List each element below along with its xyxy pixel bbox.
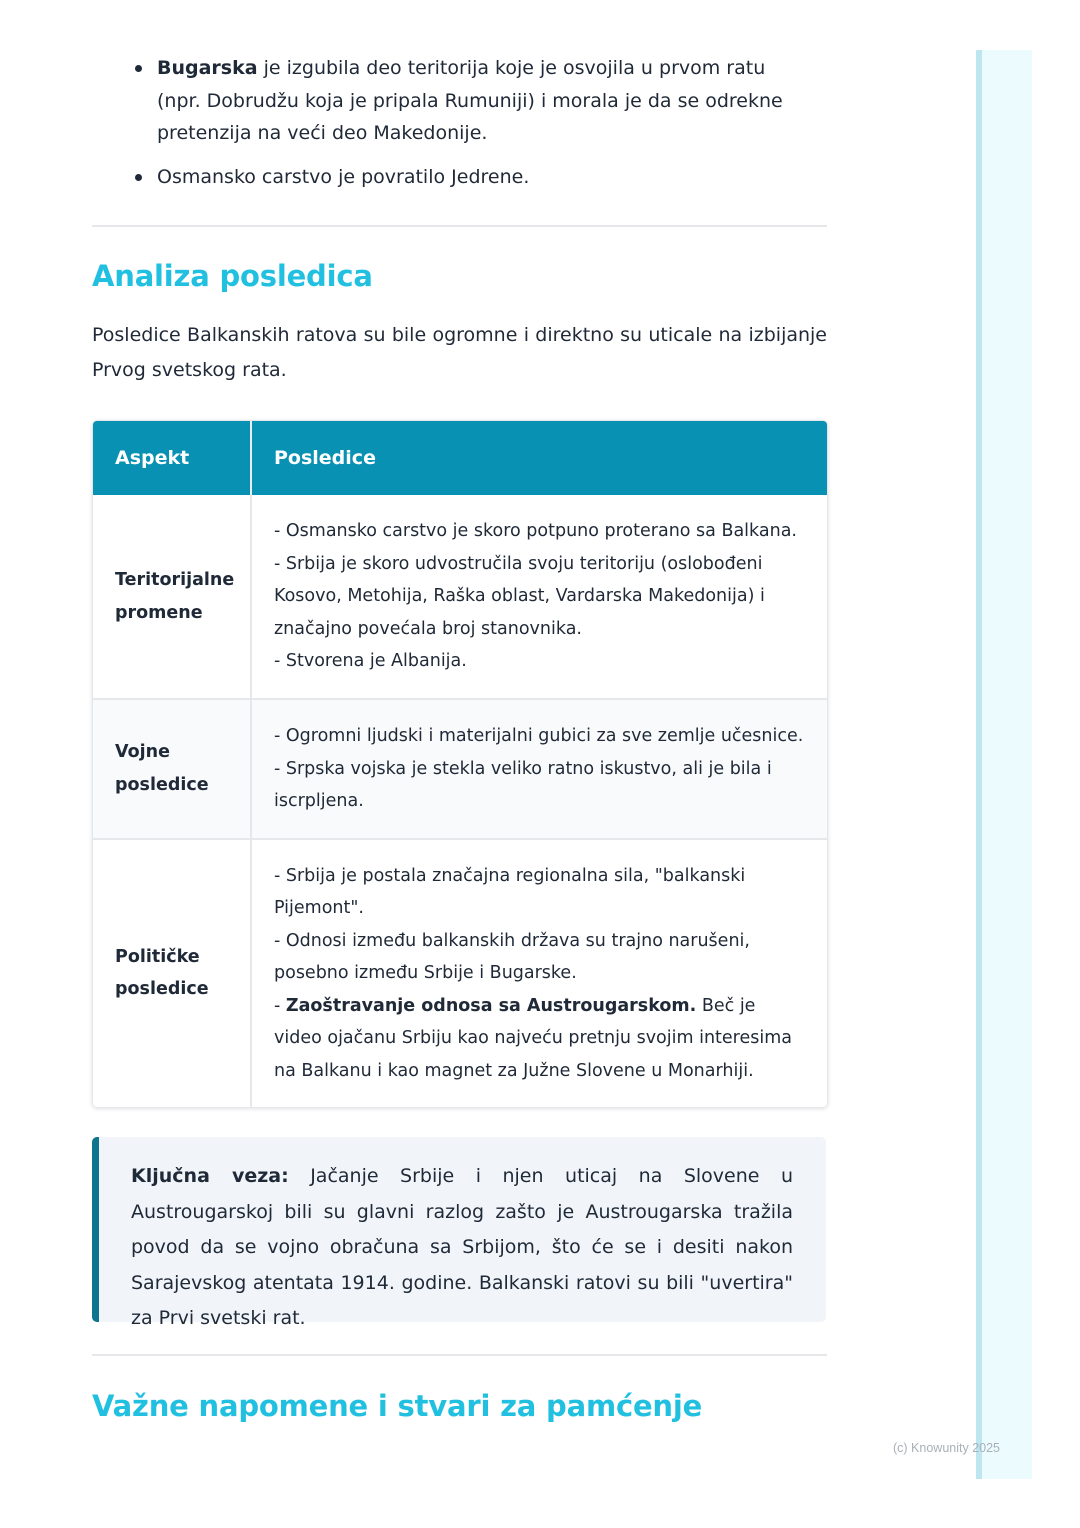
consequences-cell xyxy=(251,699,827,839)
consequences-cell xyxy=(251,839,827,1108)
table-row xyxy=(93,839,827,1108)
callout-body: Jačanje Srbije i njen uticaj na Slovene u Austrougarskoj bili su glavni razlog zašto je Austrougarska tražila povod da se vojno obračuna sa Srbijom, što će se i desiti nakon Sarajevskog atentata 1914. godine. Balkanski ratovi su bili "uvertira" za Prvi svetski rat. xyxy=(131,1165,793,1329)
section-paragraph: Posledice Balkanskih ratova su bile ogromne i direktno su uticale na izbijanje Prvog svetskog rata. xyxy=(92,324,827,381)
section-heading: Analiza posledica xyxy=(92,259,373,293)
section-divider xyxy=(92,1354,827,1356)
bullet-dot-icon xyxy=(135,174,142,181)
consequence-line: - Srpska vojska je stekla veliko ratno iskustvo, ali je bila i iscrpljena. xyxy=(274,758,772,811)
aspect-cell: Političke posledice xyxy=(93,839,251,1108)
consequence-line: - Stvorena je Albanija. xyxy=(274,651,467,672)
consequence-line: - Ogromni ljudski i materijalni gubici za sve zemlje učesnice. xyxy=(274,726,804,746)
consequence-text: Beč je video ojačanu Srbiju kao najveću pretnju svojim interesima na Balkanu i kao magnet za Južne Slovene u Monarhiji. xyxy=(274,995,793,1081)
table-row xyxy=(93,699,827,839)
table-row xyxy=(93,495,827,699)
column-header-consequences: Posledice xyxy=(251,421,827,495)
section-divider xyxy=(92,225,827,227)
bullet-list xyxy=(130,52,810,204)
consequence-line: - Osmansko carstvo je skoro potpuno proterano sa Balkana. xyxy=(274,521,797,542)
consequence-bold: Zaoštravanje odnosa sa Austrougarskom. xyxy=(285,995,697,1016)
aspect-cell: Teritorijalne promene xyxy=(93,495,251,699)
bullet-text: je izgubila deo teritorija koje je osvojila u prvom ratu (npr. Dobrudžu koja je pripala Rumuniji) i morala je da se odrekne pretenzija na veći deo Makedonije. xyxy=(157,57,783,144)
consequence-line: - Srbija je postala značajna regionalna sila, "balkanski Pijemont". xyxy=(274,865,746,918)
bullet-text: Osmansko carstvo je povratilo Jedrene. xyxy=(157,165,530,188)
copyright-footer: (c) Knowunity 2025 xyxy=(893,1441,1001,1455)
key-connection-callout xyxy=(92,1137,826,1329)
consequence-prefix: - xyxy=(274,995,286,1016)
side-accent-bar xyxy=(976,50,982,1479)
consequences-table xyxy=(92,420,828,1108)
callout-text xyxy=(131,1159,793,1337)
list-item xyxy=(130,161,810,194)
list-item xyxy=(130,52,810,150)
column-header-aspect: Aspekt xyxy=(93,421,251,495)
section-heading: Važne napomene i stvari za pamćenje xyxy=(92,1389,703,1423)
bullet-dot-icon xyxy=(135,65,142,72)
consequences-cell xyxy=(251,495,827,699)
consequence-line xyxy=(274,990,805,1088)
callout-label: Ključna veza: xyxy=(131,1165,289,1187)
consequence-line: - Srbija je skoro udvostručila svoju teritoriju (oslobođeni Kosovo, Metohija, Raška oblast, Vardarska Makedonija) i značajno povećala broj stanovnika. xyxy=(274,553,765,639)
aspect-cell: Vojne posledice xyxy=(93,699,251,839)
bullet-bold-text: Bugarska xyxy=(157,57,258,79)
consequence-line: - Odnosi između balkanskih država su trajno narušeni, posebno između Srbije i Bugarske. xyxy=(274,930,750,983)
side-panel xyxy=(976,50,1032,1479)
table-header-row xyxy=(93,421,827,495)
